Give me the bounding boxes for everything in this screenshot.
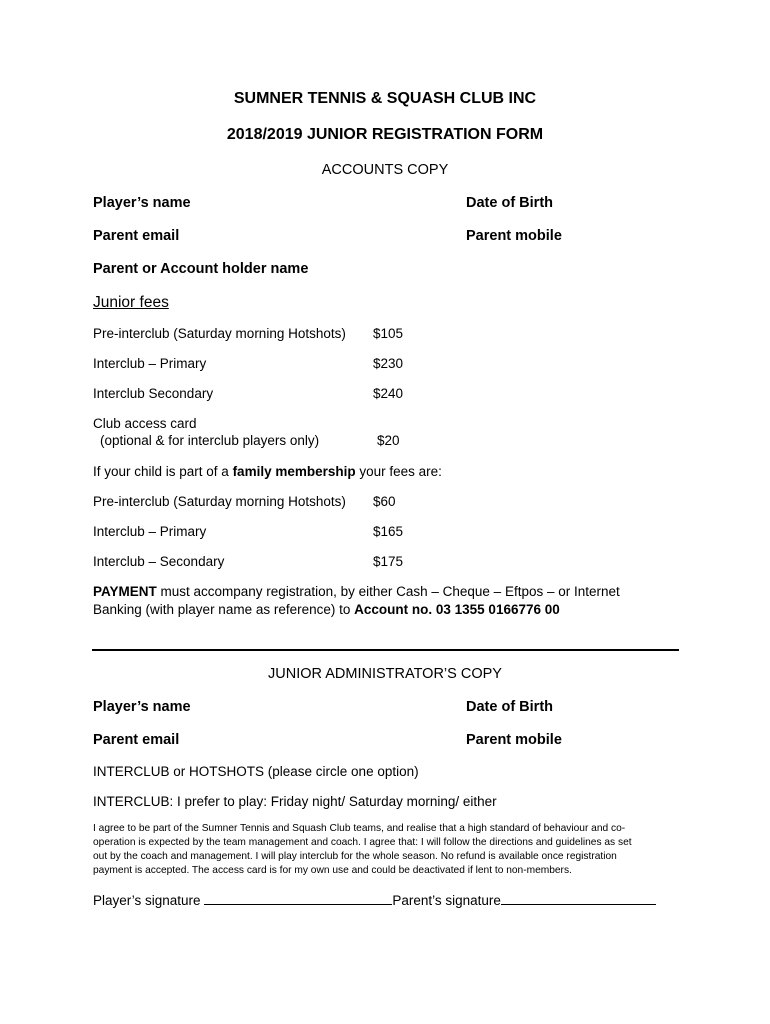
payment-text: must accompany registration, by either Cash – Cheque – Eftpos – or Internet xyxy=(156,584,620,599)
payment-text-2: Banking (with player name as reference) to xyxy=(93,602,355,617)
fee-label: Interclub – Primary xyxy=(93,356,207,371)
family-text-bold: family membership xyxy=(232,464,356,479)
fee-price: $230 xyxy=(373,356,404,371)
fee-label: Pre-interclub (Saturday morning Hotshots) xyxy=(93,326,346,341)
family-fee-label: Pre-interclub (Saturday morning Hotshots) xyxy=(93,494,346,509)
accounts-copy-heading: ACCOUNTS COPY xyxy=(321,162,449,178)
form-title: 2018/2019 JUNIOR REGISTRATION FORM xyxy=(226,126,544,143)
interclub-option-text: INTERCLUB or HOTSHOTS (please circle one option) xyxy=(93,764,419,779)
fee-label: Interclub Secondary xyxy=(93,386,214,401)
admin-copy-heading: JUNIOR ADMINISTRATOR’S COPY xyxy=(268,666,502,682)
admin-players-name-label: Player’s name xyxy=(93,699,191,715)
agreement-line: operation is expected by the team management and coach. I agree that: I will follow the directions and guidelines as set xyxy=(93,837,632,848)
parent-email-label: Parent email xyxy=(93,228,180,244)
payment-line-1 xyxy=(93,584,620,599)
fee-price: $105 xyxy=(373,326,404,341)
signature-row xyxy=(93,892,656,908)
family-fee-price: $60 xyxy=(373,494,396,509)
date-of-birth-label: Date of Birth xyxy=(466,195,553,211)
family-fee-price: $165 xyxy=(373,524,404,539)
players-signature-line[interactable] xyxy=(204,892,392,905)
account-number: Account no. 03 1355 0166776 00 xyxy=(354,602,560,617)
players-name-label: Player’s name xyxy=(93,195,191,211)
access-card-note: (optional & for interclub players only) xyxy=(100,433,320,448)
admin-parent-mobile-label: Parent mobile xyxy=(466,732,562,748)
payment-line-2 xyxy=(93,602,560,617)
interclub-preference-text: INTERCLUB: I prefer to play: Friday night/ Saturday morning/ either xyxy=(93,794,497,809)
family-text-before: If your child is part of a xyxy=(93,464,233,479)
admin-date-of-birth-label: Date of Birth xyxy=(466,699,553,715)
account-holder-label: Parent or Account holder name xyxy=(93,261,309,277)
payment-bold: PAYMENT xyxy=(93,584,157,599)
family-fee-label: Interclub – Primary xyxy=(93,524,207,539)
agreement-line: I agree to be part of the Sumner Tennis and Squash Club teams, and realise that a high standard of behaviour and co- xyxy=(93,823,626,834)
family-fee-price: $175 xyxy=(373,554,404,569)
access-card-label: Club access card xyxy=(93,416,197,431)
section-divider xyxy=(92,649,679,651)
parents-signature-label: Parent’s signature xyxy=(392,893,501,908)
players-signature-label: Player’s signature xyxy=(93,893,201,908)
family-text-after: your fees are: xyxy=(355,464,442,479)
junior-fees-heading: Junior fees xyxy=(93,294,169,311)
access-card-price: $20 xyxy=(377,433,400,448)
family-membership-text xyxy=(93,464,442,479)
club-name: SUMNER TENNIS & SQUASH CLUB INC xyxy=(233,90,537,107)
parents-signature-line[interactable] xyxy=(501,892,656,905)
fee-price: $240 xyxy=(373,386,404,401)
family-fee-label: Interclub – Secondary xyxy=(93,554,225,569)
agreement-line: out by the coach and management. I will play interclub for the whole season. No refund is available once registration xyxy=(93,851,617,862)
agreement-line: payment is accepted. The access card is for my own use and could be deactivated if lent to non-members. xyxy=(93,865,572,876)
admin-parent-email-label: Parent email xyxy=(93,732,180,748)
parent-mobile-label: Parent mobile xyxy=(466,228,562,244)
